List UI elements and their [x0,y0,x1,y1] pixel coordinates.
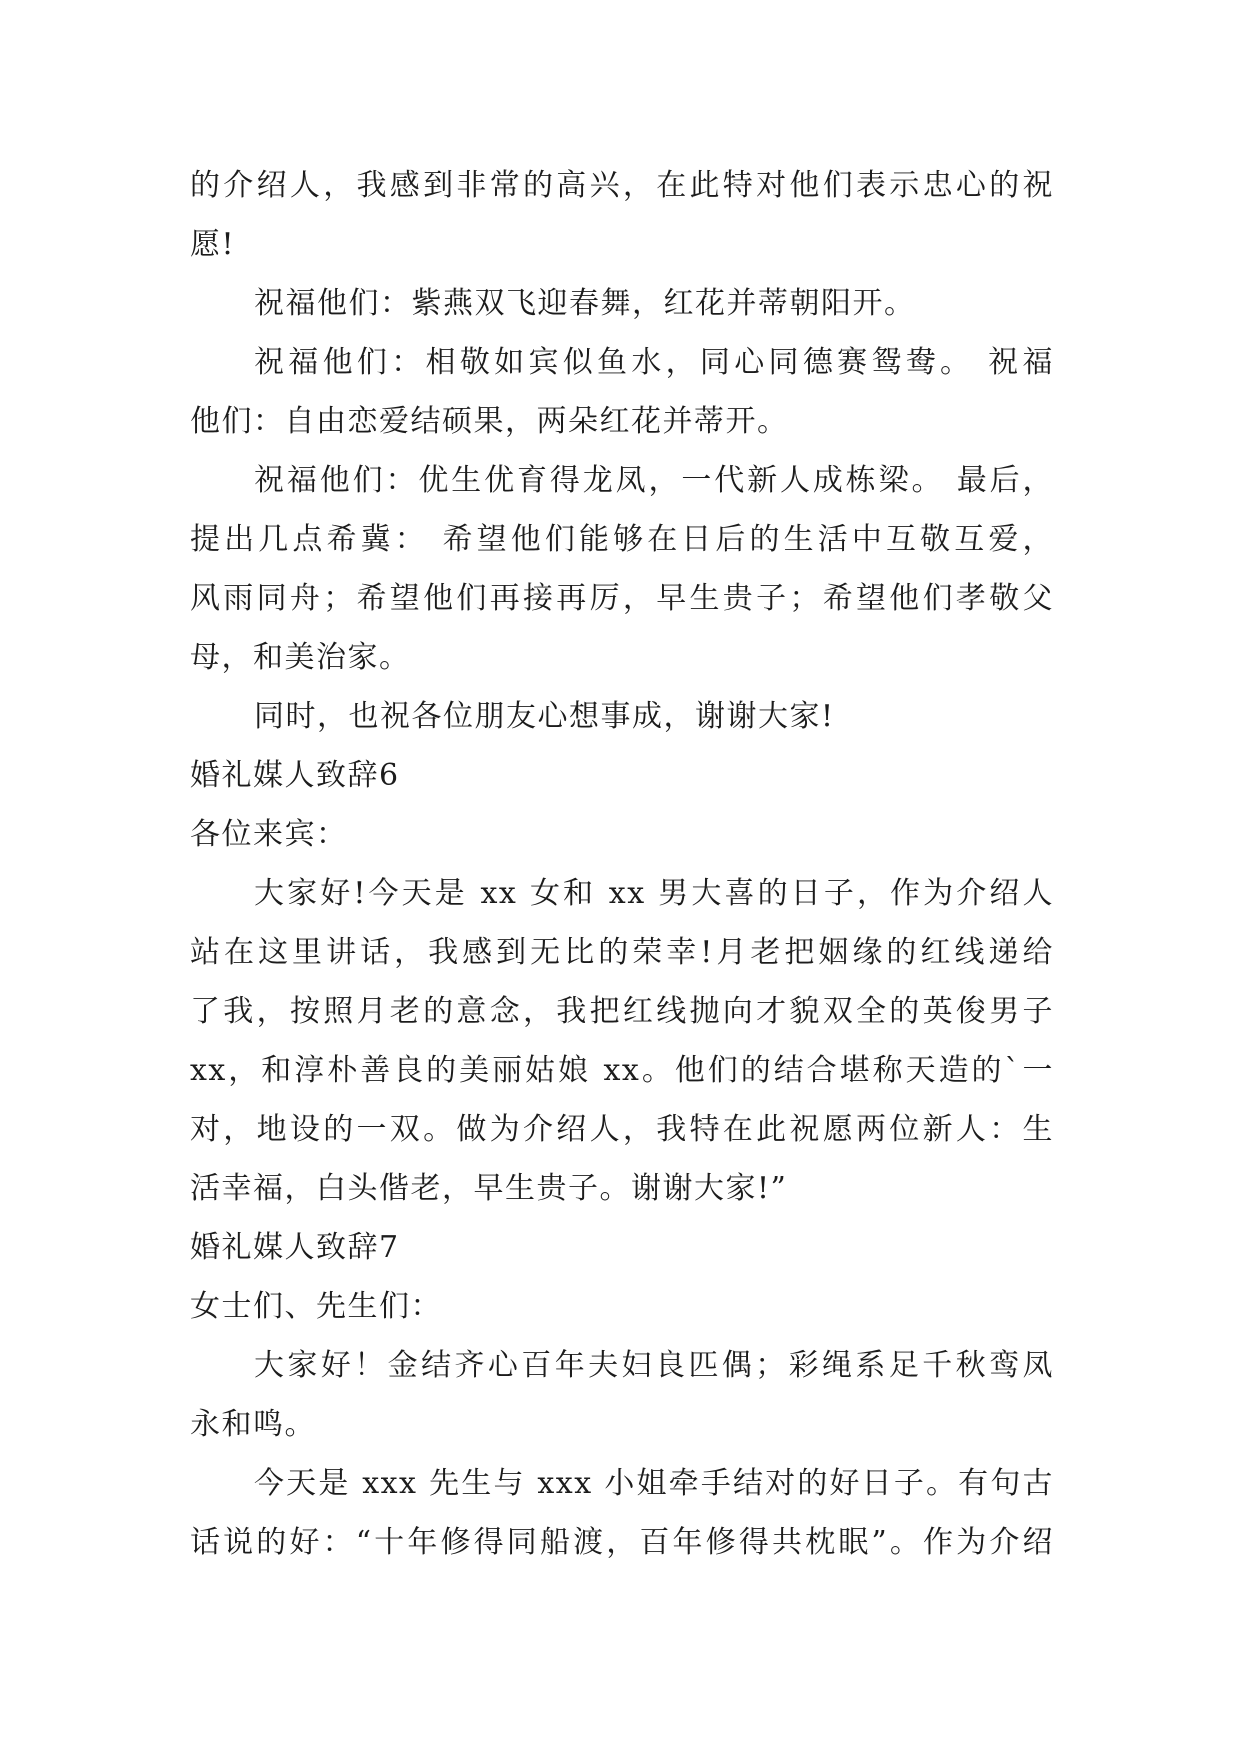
section-heading: 婚礼媒人致辞7 [190,1230,400,1265]
section-heading: 婚礼媒人致辞6 [190,758,400,793]
text-line: 站在这里讲话，我感到无比的荣幸!月老把姻缘的红线递给 [190,935,1054,970]
text-line: 同时，也祝各位朋友心想事成，谢谢大家! [254,699,835,734]
text-line: 提出几点希冀： 希望他们能够在日后的生活中互敬互爱， [190,522,1054,557]
document-body [190,156,1054,1572]
text-line: 他们：自由恋爱结硕果，两朵红花并蒂开。 [190,404,789,439]
text-line: 风雨同舟；希望他们再接再厉，早生贵子；希望他们孝敬父 [190,581,1054,616]
text-line: 今天是 xxx 先生与 xxx 小姐牵手结对的好日子。有句古 [254,1466,1054,1501]
text-line: 愿! [190,227,236,262]
text-line: 永和鸣。 [190,1407,316,1442]
text-line: 母，和美治家。 [190,640,411,675]
text-line: 祝福他们：优生优育得龙凤，一代新人成栋梁。 最后， [254,463,1054,498]
text-line: 了我，按照月老的意念，我把红线抛向才貌双全的英俊男子 [190,994,1054,1029]
text-line: 大家好！金结齐心百年夫妇良匹偶；彩绳系足千秋鸾凤 [254,1348,1054,1383]
text-line: 祝福他们：紫燕双飞迎春舞，红花并蒂朝阳开。 [254,286,916,321]
text-line: xx，和淳朴善良的美丽姑娘 xx。他们的结合堪称天造的`一 [190,1053,1054,1088]
text-line: 对，地设的一双。做为介绍人，我特在此祝愿两位新人：生 [190,1112,1054,1147]
text-line: 大家好!今天是 xx 女和 xx 男大喜的日子，作为介绍人 [254,876,1054,911]
salutation: 女士们、先生们： [190,1289,442,1324]
text-line: 话说的好：“十年修得同船渡，百年修得共枕眠”。作为介绍 [190,1525,1054,1560]
text-line: 的介绍人，我感到非常的高兴，在此特对他们表示忠心的祝 [190,168,1054,203]
text-line: 祝福他们：相敬如宾似鱼水，同心同德赛鸳鸯。 祝福 [254,345,1054,380]
text-line: 活幸福，白头偕老，早生贵子。谢谢大家!” [190,1171,788,1206]
salutation: 各位来宾： [190,817,348,852]
